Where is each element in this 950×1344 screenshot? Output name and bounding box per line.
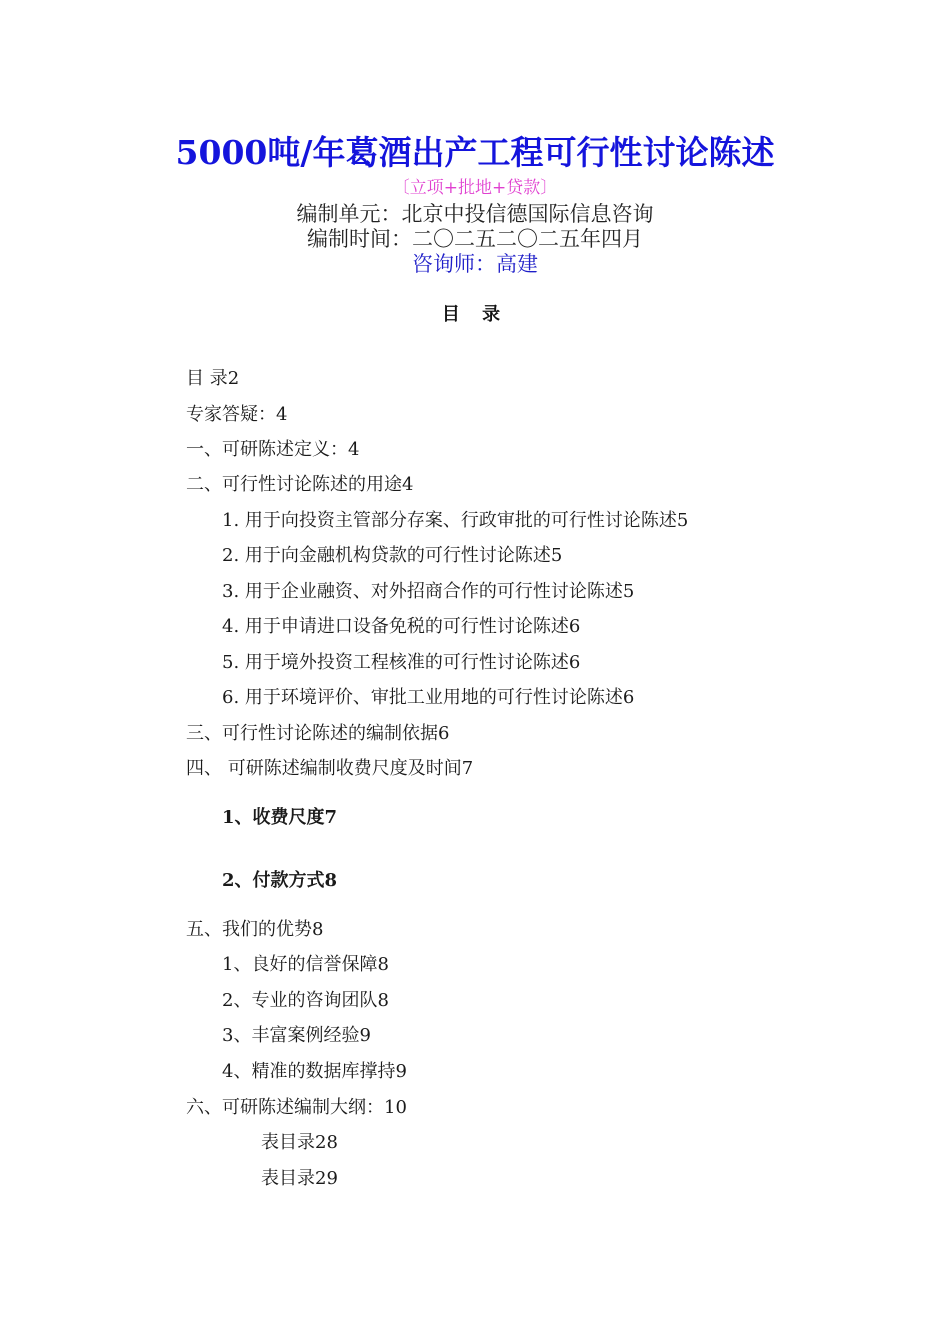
toc-item[interactable]: 3. 用于企业融资、对外招商合作的可行性讨论陈述5 [222,581,635,602]
compiling-unit: 编制单元：北京中投信德国际信息咨询 [296,202,654,226]
toc-item[interactable]: 五、我们的优势8 [186,919,324,940]
toc-item[interactable]: 表目录29 [261,1168,338,1189]
toc-heading: 目 录 [441,304,509,325]
toc-item[interactable]: 1、良好的信誉保障8 [222,954,389,975]
compiling-time: 编制时间：二〇二五二〇二五年四月 [307,227,643,251]
toc-item[interactable]: 表目录28 [261,1132,338,1153]
toc-item[interactable]: 5. 用于境外投资工程核准的可行性讨论陈述6 [222,652,581,673]
toc-item[interactable]: 三、可行性讨论陈述的编制依据6 [186,723,450,744]
toc-item[interactable]: 1、收费尺度7 [222,807,338,828]
consultant: 咨询师：高建 [412,252,538,276]
toc-item[interactable]: 2、专业的咨询团队8 [222,990,389,1011]
toc-item[interactable]: 3、丰富案例经验9 [222,1025,371,1046]
toc-item[interactable]: 2、付款方式8 [222,870,338,891]
toc-item[interactable]: 1. 用于向投资主管部分存案、行政审批的可行性讨论陈述5 [222,510,689,531]
toc-item[interactable]: 专家答疑：4 [186,404,288,425]
toc-item[interactable]: 4. 用于申请进口设备免税的可行性讨论陈述6 [222,616,581,637]
toc-item[interactable]: 二、可行性讨论陈述的用途4 [186,474,414,495]
toc-item[interactable]: 一、可研陈述定义：4 [186,439,360,460]
toc-item[interactable]: 4、精准的数据库撑持9 [222,1061,407,1082]
document-title: 5000吨/年葛酒出产工程可行性讨论陈述 [175,133,775,172]
toc-item[interactable]: 四、 可研陈述编制收费尺度及时间7 [186,758,474,779]
document-subtitle: 〔立项+批地+贷款〕 [392,178,558,198]
toc-item[interactable]: 6. 用于环境评价、审批工业用地的可行性讨论陈述6 [222,687,635,708]
toc-item[interactable]: 2. 用于向金融机构贷款的可行性讨论陈述5 [222,545,563,566]
toc-item[interactable]: 目 录2 [186,368,240,389]
toc-item[interactable]: 六、可研陈述编制大纲：10 [186,1097,407,1118]
